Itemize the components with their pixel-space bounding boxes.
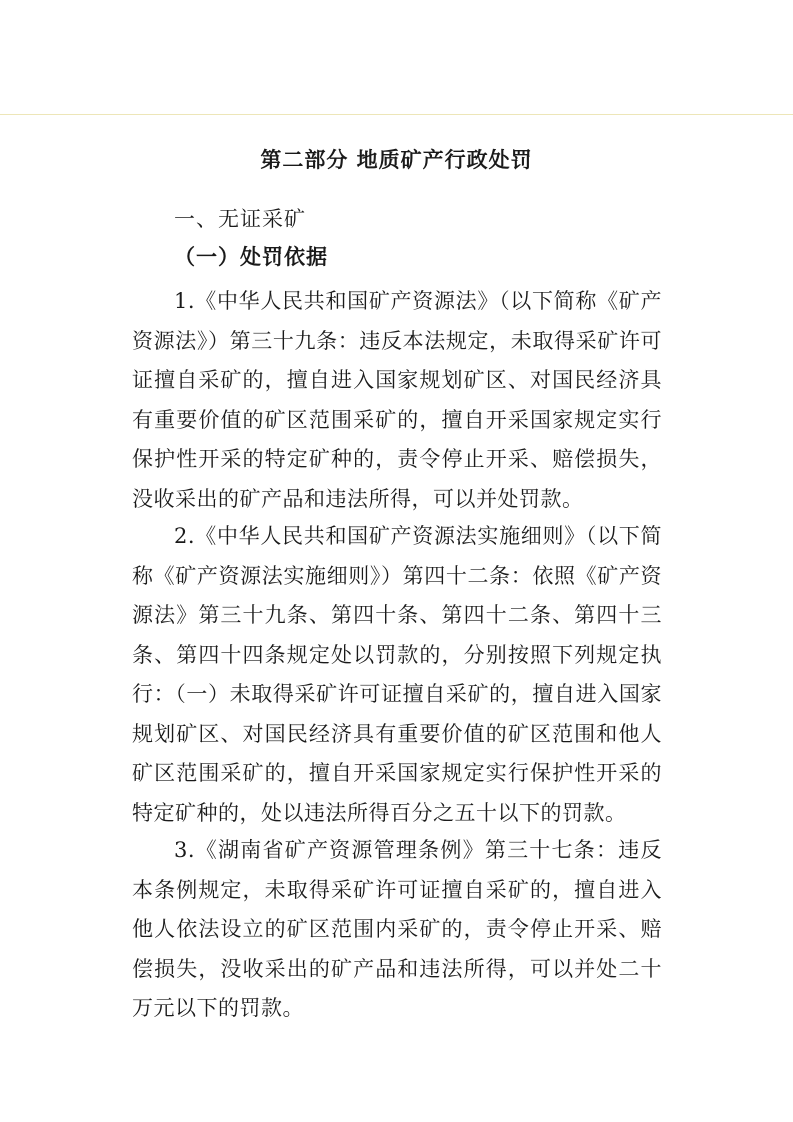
legal-clause-3: 3.《湖南省矿产资源管理条例》第三十七条：违反本条例规定，未取得采矿许可证擅自采矿的，擅自进入他人依法设立的矿区范围内采矿的，责令停止开采、赔偿损失，没收采出的矿产品和违法所得，可以并处二十万元以下的罚款。: [132, 838, 662, 1020]
legal-clause-1: 1.《中华人民共和国矿产资源法》（以下简称《矿产资源法》）第三十九条：违反本法规定，未取得采矿许可证擅自采矿的，擅自进入国家规划矿区、对国民经济具有重要价值的矿区范围采矿的，擅自开采国家规定实行保护性开采的特定矿种的，责令停止开采、赔偿损失，没收采出的矿产品和违法所得，可以并处罚款。: [132, 289, 662, 511]
page-title: 第二部分 地质矿产行政处罚: [260, 147, 533, 172]
subsection-heading: （一）处罚依据: [174, 244, 328, 269]
header-divider: [0, 114, 793, 115]
section-heading: 一、无证采矿: [174, 207, 306, 231]
legal-clause-2: 2.《中华人民共和国矿产资源法实施细则》（以下简称《矿产资源法实施细则》）第四十二条：依照《矿产资源法》第三十九条、第四十条、第四十二条、第四十三条、第四十四条规定处以罚款的，分别按照下列规定执行：（一）未取得采矿许可证擅自采矿的，擅自进入国家规划矿区、对国民经济具有重要价值的矿区范围和他人矿区范围采矿的，擅自开采国家规定实行保护性开采的特定矿种的，处以违法所得百分之五十以下的罚款。: [132, 524, 662, 825]
